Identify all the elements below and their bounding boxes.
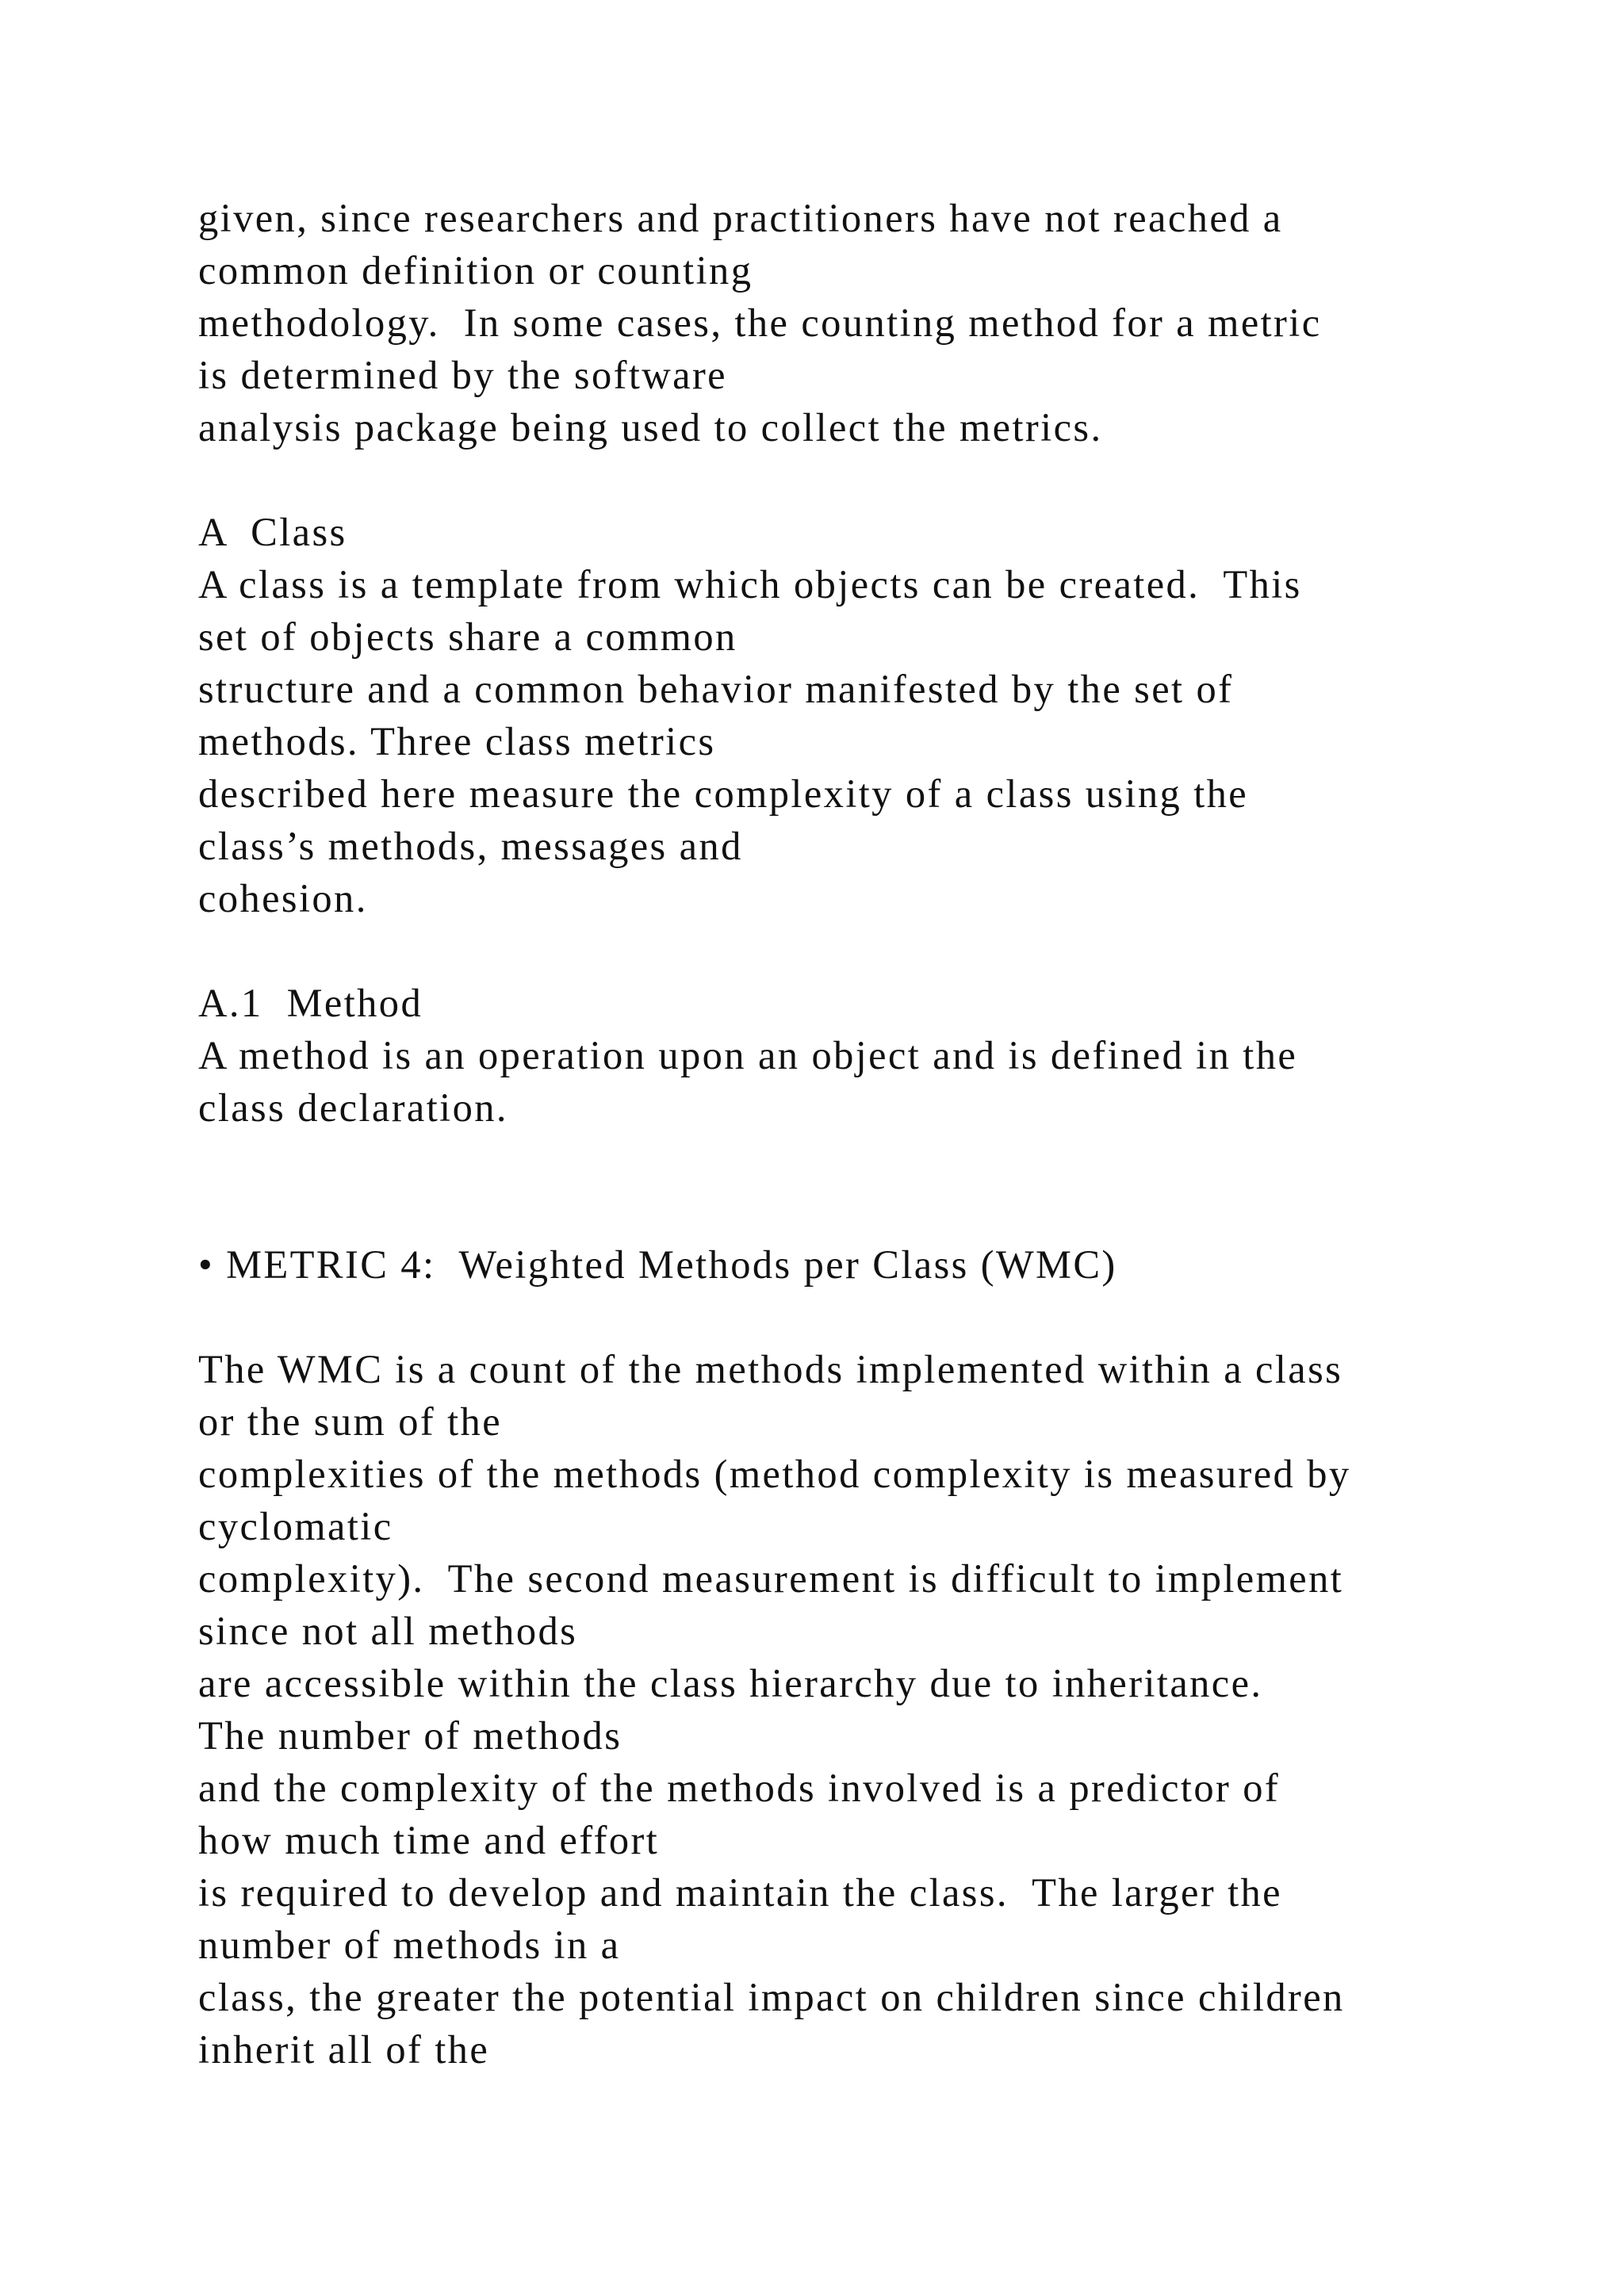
- text-line: The WMC is a count of the methods implemented within a class: [198, 1347, 1343, 1391]
- text-line: since not all methods: [198, 1609, 578, 1653]
- spacer: [198, 1134, 1546, 1238]
- text-line: cyclomatic: [198, 1504, 393, 1548]
- text-line: A class is a template from which objects can be created. This: [198, 562, 1302, 607]
- text-line: given, since researchers and practitioners have not reached a: [198, 196, 1283, 240]
- text-line: and the complexity of the methods involved is a predictor of: [198, 1766, 1281, 1810]
- text-line: or the sum of the: [198, 1399, 503, 1444]
- text-line: is determined by the software: [198, 353, 727, 397]
- text-line: complexity). The second measurement is difficult to implement: [198, 1556, 1344, 1601]
- text-line: set of objects share a common: [198, 614, 737, 659]
- spacer: [198, 924, 1546, 977]
- text-line: number of methods in a: [198, 1923, 621, 1967]
- text-line: A method is an operation upon an object and is defined in the: [198, 1033, 1298, 1077]
- section-a1-paragraph: [198, 1029, 1546, 1134]
- text-line: class’s methods, messages and: [198, 824, 743, 868]
- metric-paragraph: [198, 1343, 1546, 2076]
- section-a1-heading: A.1 Method: [198, 981, 423, 1025]
- text-line: methodology. In some cases, the counting method for a metric: [198, 300, 1322, 345]
- text-line: structure and a common behavior manifested by the set of: [198, 667, 1234, 711]
- text-line: class, the greater the potential impact on children since children: [198, 1975, 1345, 2019]
- document-page: [198, 192, 1546, 2076]
- intro-paragraph: [198, 192, 1546, 453]
- text-line: inherit all of the: [198, 2027, 490, 2072]
- text-line: class declaration.: [198, 1085, 508, 1130]
- text-line: how much time and effort: [198, 1818, 660, 1862]
- spacer: [198, 453, 1546, 506]
- text-line: described here measure the complexity of a class using the: [198, 771, 1249, 816]
- text-line: complexities of the methods (method complexity is measured by: [198, 1452, 1351, 1496]
- section-a-paragraph: [198, 558, 1546, 924]
- text-line: methods. Three class metrics: [198, 719, 716, 763]
- text-line: is required to develop and maintain the class. The larger the: [198, 1870, 1282, 1915]
- metric-heading: • METRIC 4: Weighted Methods per Class (WMC): [198, 1242, 1117, 1287]
- text-line: common definition or counting: [198, 248, 753, 293]
- text-line: cohesion.: [198, 876, 368, 920]
- text-line: are accessible within the class hierarchy due to inheritance.: [198, 1661, 1263, 1705]
- spacer: [198, 1291, 1546, 1343]
- text-line: analysis package being used to collect the metrics.: [198, 405, 1103, 450]
- section-a-heading: A Class: [198, 510, 347, 554]
- text-line: The number of methods: [198, 1713, 622, 1758]
